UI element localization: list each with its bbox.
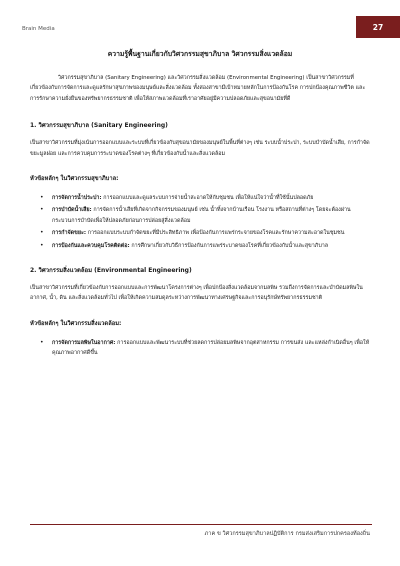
section-2-topics-heading: หัวข้อหลักๆ ในวิศวกรรมสิ่งแวดล้อม: xyxy=(30,320,122,327)
section-1-heading: 1. วิศวกรรมสุขาภิบาล (Sanitary Engineering) xyxy=(30,122,168,130)
item-text: การจัดการน้ำเสียที่เกิดจากกิจกรรมของมนุษย์ เช่น น้ำทิ้งจากบ้านเรือน โรงงาน หรือสถานที่ต่างๆ โดยจะต้องผ่านกระบวนการบำบัดเพื่อให้ปลอดภัยก่อนการปล่อยสู่สิ่งแวดล้อม xyxy=(52,207,351,224)
document-body xyxy=(30,48,370,373)
list-item xyxy=(30,193,370,203)
section-1-topic-list xyxy=(30,193,370,251)
document-title: ความรู้พื้นฐานเกี่ยวกับวิศวกรรมสุขาภิบาล วิศวกรรมสิ่งแวดล้อม xyxy=(107,50,293,58)
bullet-icon: • xyxy=(40,194,44,202)
item-term: การจัดการน้ำประปา: xyxy=(52,195,102,202)
section-2-topic-list xyxy=(30,338,370,359)
item-text: การออกแบบและพัฒนาระบบที่ช่วยลดการปล่อยมลพิษจากอุตสาหกรรม การขนส่ง และแหล่งกำเนิดอื่นๆ เพื่อให้คุณภาพอากาศดีขึ้น xyxy=(52,339,370,357)
section-1-body: เป็นสาขาวิศวกรรมที่มุ่งเน้นการออกแบบและระบบที่เกี่ยวข้องกับสุขอนามัยของมนุษย์ในพื้นที่ต่างๆ เช่น ระบบน้ำประปา, ระบบบำบัดน้ำเสีย, การกำจัดขยะมูลฝอย และการควบคุมการระบาดของโรคต่างๆ ที่เกี่ยวข้องกับน้ำและสิ่งแวดล้อม xyxy=(30,140,370,157)
list-item xyxy=(30,228,370,238)
section-2-heading: 2. วิศวกรรมสิ่งแวดล้อม (Environmental Engineering) xyxy=(30,267,192,275)
list-item xyxy=(30,205,370,226)
section-1-topics-heading: หัวข้อหลักๆ ในวิศวกรรมสุขาภิบาล: xyxy=(30,176,119,183)
item-term: การกำจัดขยะ: xyxy=(52,230,87,237)
intro-paragraph: วิศวกรรมสุขาภิบาล (Sanitary Engineering) และวิศวกรรมสิ่งแวดล้อม (Environmental Engineering) เป็นสาขาวิศวกรรมที่เกี่ยวข้องกับการจัดการและดูแลรักษาสุขภาพของมนุษย์และสิ่งแวดล้อม ทั้งสองสาขามีเป้าหมายหลักในการป้องกันโรค การปกป้องคุณภาพชีวิต และการรักษาความยั่งยืนของทรัพยากรธรรมชาติ เพื่อให้สภาพแวดล้อมที่เราอาศัยอยู่มีความปลอดภัยและสุขอนามัยที่ดี xyxy=(30,75,366,102)
header-brand: Brain Media xyxy=(22,26,55,32)
item-term: การบำบัดน้ำเสีย: xyxy=(52,207,92,214)
item-text: การออกแบบระบบกำจัดขยะที่มีประสิทธิภาพ เพื่อป้องกันการแพร่กระจายของโรคและรักษาความสะอาดในชุมชน xyxy=(86,230,345,237)
section-2-body: เป็นสาขาวิศวกรรมที่เกี่ยวข้องกับการออกแบบและการพัฒนาโครงการต่างๆ เพื่อปกป้องสิ่งแวดล้อมจากมลพิษ รวมถึงการจัดการและบำบัดมลพิษในอากาศ, น้ำ, ดิน และสิ่งแวดล้อมทั่วไป เพื่อให้เกิดความสมดุลระหว่างการพัฒนาทางเศรษฐกิจและการอนุรักษ์ทรัพยากรธรรมชาติ xyxy=(30,285,363,302)
item-text: การออกแบบและดูแลระบบการจ่ายน้ำสะอาดให้กับชุมชน เพื่อให้แน่ใจว่าน้ำที่ใช้นั้นปลอดภัย xyxy=(101,195,314,202)
bullet-icon: • xyxy=(40,241,44,249)
list-item xyxy=(30,338,370,359)
page-number-badge: 27 xyxy=(356,16,400,38)
bullet-icon: • xyxy=(40,229,44,237)
item-term: การจัดการมลพิษในอากาศ: xyxy=(52,339,116,346)
item-term: การป้องกันและควบคุมโรคติดต่อ: xyxy=(52,242,130,249)
footer-text: ภาค ข วิศวกรรมสุขาภิบาลปฏิบัติการ กรมส่งเสริมการปกครองท้องถิ่น xyxy=(204,531,370,537)
list-item xyxy=(30,241,370,251)
bullet-icon: • xyxy=(40,338,44,346)
bullet-icon: • xyxy=(40,206,44,214)
item-text: การศึกษาเกี่ยวกับวิธีการป้องกันการแพร่ระบาดของโรคที่เกี่ยวข้องกับน้ำและสุขาภิบาล xyxy=(129,242,329,249)
footer-divider xyxy=(30,524,372,525)
